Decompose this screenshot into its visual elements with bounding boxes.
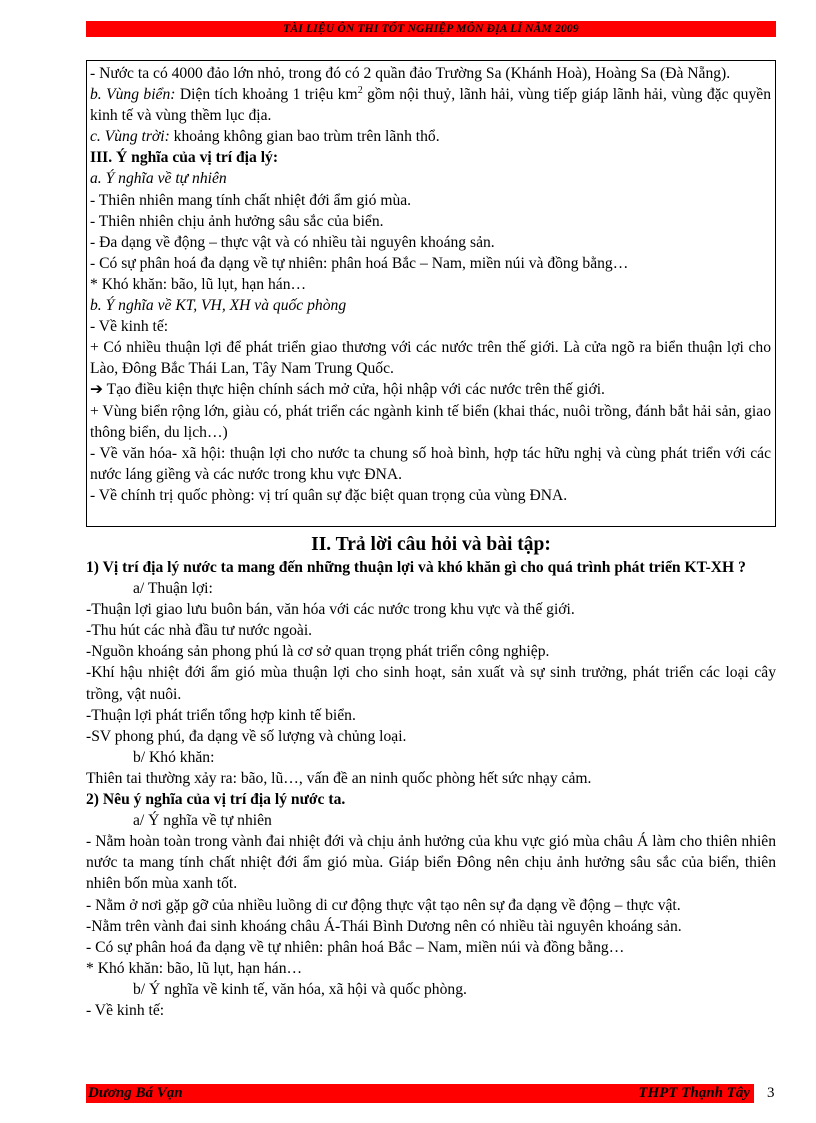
label-air: c. Vùng trời: bbox=[90, 128, 170, 146]
summary-box bbox=[86, 60, 776, 527]
footer-school: THPT Thạnh Tây bbox=[638, 1085, 750, 1101]
text-span: khoảng không gian bao trùm trên lãnh thổ. bbox=[169, 128, 440, 146]
text-line: -Thu hút các nhà đầu tư nước ngoài. bbox=[86, 622, 313, 640]
text-line: -Thuận lợi phát triển tổng hợp kinh tế biển. bbox=[86, 706, 356, 724]
text-line: - Nước ta có 4000 đảo lớn nhỏ, trong đó có 2 quần đảo Trường Sa (Khánh Hoà), Hoàng Sa (Đà Nẵng). bbox=[90, 65, 731, 82]
text-line: + Vùng biển rộng lớn, giàu có, phát triển các ngành kinh tế biển (khai thác, nuôi trồng, đánh bắt hải sản, giao thông biển, du lịch…) bbox=[90, 402, 771, 441]
answers-section bbox=[86, 533, 776, 1021]
text-line: - Nằm ở nơi gặp gỡ của nhiều luồng di cư động thực vật tạo nên sự đa dạng về động – thực vật. bbox=[86, 896, 681, 914]
text-line: -Nằm trên vành đai sinh khoáng châu Á-Thái Bình Dương nên có nhiều tài nguyên khoáng sản. bbox=[86, 917, 682, 935]
text-line: - Về kinh tế: bbox=[90, 318, 169, 336]
subheading: b. Ý nghĩa về KT, VH, XH và quốc phòng bbox=[90, 297, 347, 315]
sub-heading: a/ Ý nghĩa về tự nhiên bbox=[133, 812, 272, 830]
footer-author: Dương Bá Vạn bbox=[88, 1085, 183, 1101]
sub-heading: b/ Ý nghĩa về kinh tế, văn hóa, xã hội và quốc phòng. bbox=[133, 980, 467, 998]
text-line: -Thuận lợi giao lưu buôn bán, văn hóa với các nước trong khu vực và thế giới. bbox=[86, 601, 575, 619]
text-line: * Khó khăn: bão, lũ lụt, hạn hán… bbox=[86, 959, 303, 977]
section-heading: III. Ý nghĩa của vị trí địa lý: bbox=[90, 149, 279, 167]
text-line: - Đa dạng về động – thực vật và có nhiều tài nguyên khoáng sản. bbox=[90, 233, 495, 251]
text-line: -Nguồn khoáng sản phong phú là cơ sở quan trọng phát triển công nghiệp. bbox=[86, 643, 550, 661]
text-span: Diện tích khoảng 1 triệu km bbox=[175, 86, 358, 104]
text-line: + Có nhiều thuận lợi để phát triển giao thương với các nước trên thế giới. Là cửa ngõ ra biển thuận lợi cho Lào, Đông Bắc Thái Lan, Tây Nam Trung Quốc. bbox=[90, 339, 771, 378]
text-line: - Về chính trị quốc phòng: vị trí quân sự đặc biệt quan trọng của vùng ĐNA. bbox=[90, 486, 568, 504]
subheading: a. Ý nghĩa về tự nhiên bbox=[90, 170, 227, 188]
sub-heading: b/ Khó khăn: bbox=[133, 748, 215, 766]
text-line: - Thiên nhiên mang tính chất nhiệt đới ẩm gió mùa. bbox=[90, 191, 412, 209]
footer-bar bbox=[86, 1084, 754, 1103]
text-line bbox=[90, 84, 771, 126]
label-sea: b. Vùng biển: bbox=[90, 86, 176, 104]
text-line: - Về văn hóa- xã hội: thuận lợi cho nước ta chung số hoà bình, hợp tác hữu nghị và cùng phát triển với các nước láng giềng và các nước trong khu vực ĐNA. bbox=[90, 444, 771, 483]
text-line: Thiên tai thường xảy ra: bão, lũ…, vấn đề an ninh quốc phòng hết sức nhạy cảm. bbox=[86, 769, 592, 787]
question-1: 1) Vị trí địa lý nước ta mang đến những thuận lợi và khó khăn gì cho quá trình phát triển KT-XH ? bbox=[86, 559, 746, 576]
text-line: - Nằm hoàn toàn trong vành đai nhiệt đới và chịu ảnh hưởng của khu vực gió mùa châu Á làm cho thiên nhiên nước ta mang tính chất nhiệt đới ẩm gió mùa. Giáp biển Đông nên chịu ảnh hưởng sâu sắc của biển, thiên nhiên bốn mùa xanh tốt. bbox=[86, 833, 776, 893]
section-title: II. Trả lời câu hỏi và bài tập: bbox=[311, 534, 551, 555]
text-line: -SV phong phú, đa dạng về số lượng và chủng loại. bbox=[86, 727, 407, 745]
text-span: gồm nội thuỷ, lãnh hải, vùng tiếp giáp lãnh hải, vùng đặc quyền kinh tế và vùng thềm lục địa. bbox=[90, 86, 771, 125]
text-line: - Có sự phân hoá đa dạng về tự nhiên: phân hoá Bắc – Nam, miền núi và đồng bằng… bbox=[86, 938, 625, 956]
text-line: -Khí hậu nhiệt đới ẩm gió mùa thuận lợi cho sinh hoạt, sản xuất và sự sinh trưởng, phát triển các loại cây trồng, vật nuôi. bbox=[86, 664, 776, 703]
header-bar bbox=[86, 21, 776, 37]
header-title: TÀI LIỆU ÔN THI TỐT NGHIỆP MÔN ĐỊA LÍ NĂM 2009 bbox=[283, 23, 579, 35]
sub-heading: a/ Thuận lợi: bbox=[133, 580, 213, 598]
text-line: * Khó khăn: bão, lũ lụt, hạn hán… bbox=[90, 275, 307, 293]
text-line: - Thiên nhiên chịu ảnh hưởng sâu sắc của biển. bbox=[90, 212, 384, 230]
superscript: 2 bbox=[357, 84, 363, 96]
text-line: ➔ Tạo điều kiện thực hiện chính sách mở cửa, hội nhập với các nước trên thế giới. bbox=[90, 381, 605, 399]
text-line: - Có sự phân hoá đa dạng về tự nhiên: phân hoá Bắc – Nam, miền núi và đồng bằng… bbox=[90, 254, 629, 272]
question-2: 2) Nêu ý nghĩa của vị trí địa lý nước ta. bbox=[86, 791, 346, 809]
text-line bbox=[90, 126, 771, 147]
page-number: 3 bbox=[767, 1085, 775, 1101]
text-line: - Về kinh tế: bbox=[86, 1001, 165, 1019]
